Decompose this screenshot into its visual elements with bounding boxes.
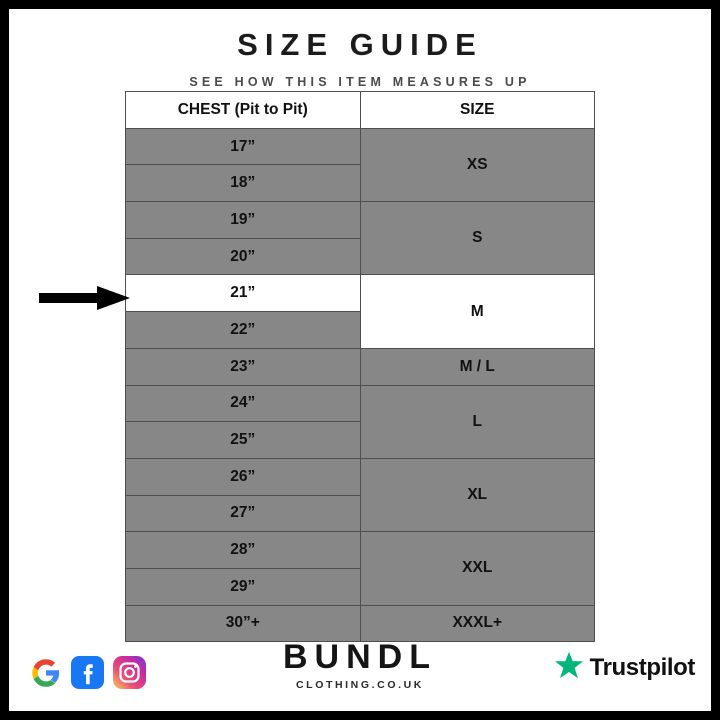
cell-measurement: 30”+ <box>126 605 361 642</box>
size-table <box>125 91 595 642</box>
footer <box>9 635 711 693</box>
trustpilot-badge[interactable] <box>554 650 695 685</box>
cell-size-selected: M <box>360 275 595 348</box>
cell-measurement: 17” <box>126 128 361 165</box>
trustpilot-star-icon <box>554 650 584 685</box>
column-header-size: SIZE <box>360 92 595 129</box>
cell-measurement: 27” <box>126 495 361 532</box>
table-header-row <box>126 92 595 129</box>
cell-measurement: 25” <box>126 422 361 459</box>
page-title: SIZE GUIDE <box>237 27 483 62</box>
cell-measurement: 19” <box>126 202 361 239</box>
table-row-selected <box>126 275 595 312</box>
cell-size: L <box>360 385 595 458</box>
page-subtitle: SEE HOW THIS ITEM MEASURES UP <box>189 75 531 89</box>
table-row <box>126 128 595 165</box>
cell-measurement: 23” <box>126 348 361 385</box>
cell-measurement: 20” <box>126 238 361 275</box>
cell-measurement: 24” <box>126 385 361 422</box>
cell-measurement-selected: 21” <box>126 275 361 312</box>
cell-measurement: 22” <box>126 312 361 349</box>
cell-size: XXXL+ <box>360 605 595 642</box>
brand-name: BUNDL <box>283 638 437 676</box>
cell-measurement: 28” <box>126 532 361 569</box>
cell-measurement: 26” <box>126 458 361 495</box>
table-row <box>126 348 595 385</box>
trustpilot-label: Trustpilot <box>589 653 695 681</box>
cell-size: XXL <box>360 532 595 605</box>
size-table-wrapper <box>125 91 595 642</box>
table-row <box>126 458 595 495</box>
cell-size: XS <box>360 128 595 201</box>
cell-measurement: 29” <box>126 568 361 605</box>
table-row <box>126 385 595 422</box>
selected-size-arrow-icon <box>39 285 131 311</box>
size-guide-card <box>9 9 711 711</box>
table-row <box>126 532 595 569</box>
table-row <box>126 202 595 239</box>
cell-measurement: 18” <box>126 165 361 202</box>
brand-tagline: CLOTHING.CO.UK <box>296 679 424 691</box>
cell-size: S <box>360 202 595 275</box>
column-header-chest: CHEST (Pit to Pit) <box>126 92 361 129</box>
cell-size: XL <box>360 458 595 531</box>
cell-size: M / L <box>360 348 595 385</box>
